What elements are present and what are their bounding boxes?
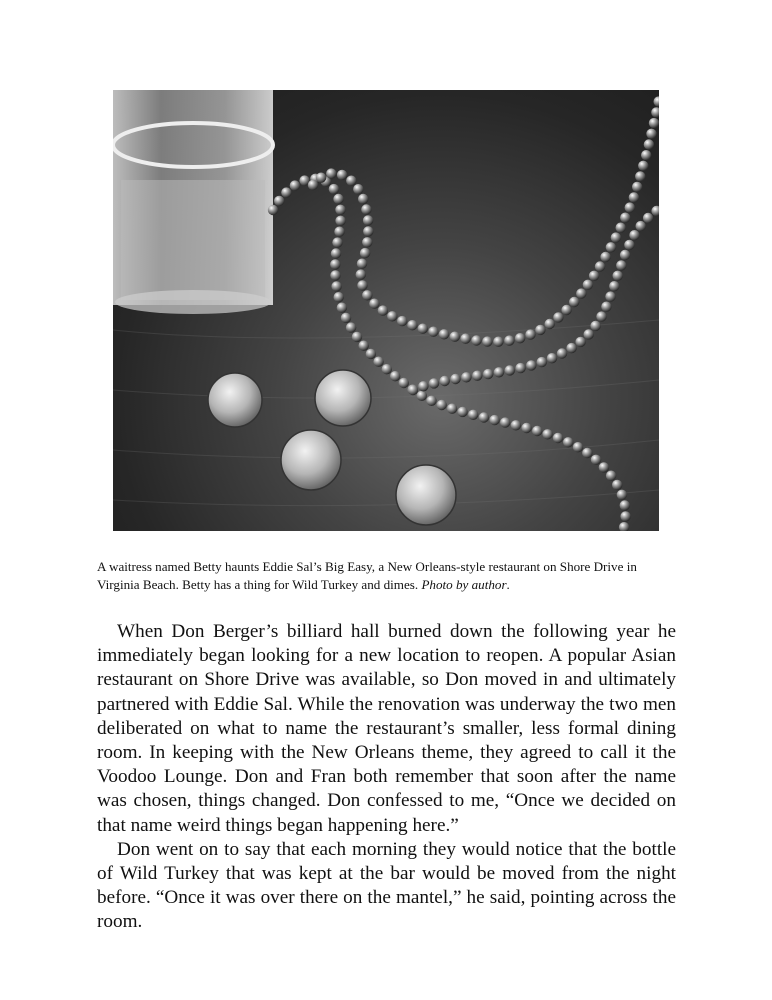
bead bbox=[363, 215, 373, 225]
bead bbox=[526, 360, 536, 370]
bead bbox=[417, 391, 427, 401]
bead bbox=[620, 500, 630, 510]
bead bbox=[505, 365, 515, 375]
bead bbox=[447, 404, 457, 414]
bead bbox=[535, 325, 545, 335]
bead bbox=[335, 216, 345, 226]
bead bbox=[461, 372, 471, 382]
bead bbox=[460, 334, 470, 344]
bead bbox=[511, 420, 521, 430]
bead bbox=[617, 490, 627, 500]
bead bbox=[360, 248, 370, 258]
bead bbox=[366, 349, 376, 359]
bead bbox=[333, 194, 343, 204]
bead bbox=[352, 332, 362, 342]
bead bbox=[326, 168, 336, 178]
bead bbox=[356, 269, 366, 279]
bead bbox=[584, 329, 594, 339]
bead bbox=[407, 320, 417, 330]
bead bbox=[644, 139, 654, 149]
bead bbox=[601, 302, 611, 312]
bead bbox=[606, 242, 616, 252]
bead bbox=[359, 341, 369, 351]
bead bbox=[641, 150, 651, 160]
bead bbox=[646, 129, 656, 139]
bead bbox=[335, 205, 345, 215]
paragraph-1: When Don Berger’s billiard hall burned down the following year he immediately began looking for a new location to reopen. A popular Asian restaurant on Shore Drive was available, so Don moved in and ultimately partnered with Eddie Sal. While the renovation was underway the two men deliberated on what to name the restaurant’s smaller, less formal dining room. In keeping with the New Orleans theme, they agreed to call it the Voodoo Lounge. Don and Fran both remember that soon after the name was chosen, things changed. Don confessed to me, “Once we decided on that name weird things began happening here.” bbox=[97, 621, 676, 836]
bead bbox=[521, 423, 531, 433]
bead bbox=[387, 311, 397, 321]
bead bbox=[599, 462, 609, 472]
bead bbox=[563, 437, 573, 447]
bead bbox=[316, 173, 326, 183]
caption-period: . bbox=[506, 577, 510, 592]
bead bbox=[525, 329, 535, 339]
bead bbox=[428, 327, 438, 337]
bead bbox=[590, 321, 600, 331]
bead bbox=[596, 311, 606, 321]
bead bbox=[489, 415, 499, 425]
bead bbox=[437, 400, 447, 410]
bead bbox=[268, 205, 278, 215]
bead bbox=[329, 184, 339, 194]
bead bbox=[382, 364, 392, 374]
bead bbox=[483, 369, 493, 379]
bead bbox=[290, 180, 300, 190]
bead bbox=[643, 213, 653, 223]
bead bbox=[429, 378, 439, 388]
bead bbox=[337, 170, 347, 180]
bead bbox=[330, 259, 340, 269]
bead bbox=[515, 333, 525, 343]
bead bbox=[600, 252, 610, 262]
bead bbox=[363, 226, 373, 236]
bead bbox=[334, 227, 344, 237]
bead bbox=[346, 322, 356, 332]
bead bbox=[561, 305, 571, 315]
bead bbox=[606, 471, 616, 481]
bead bbox=[468, 410, 478, 420]
bead bbox=[500, 417, 510, 427]
body-text bbox=[97, 620, 676, 935]
bead bbox=[504, 335, 514, 345]
bead bbox=[494, 367, 504, 377]
bead bbox=[635, 171, 645, 181]
bead bbox=[408, 385, 418, 395]
bead bbox=[624, 240, 634, 250]
caption-text: A waitress named Betty haunts Eddie Sal’s Big Easy, a New Orleans-style restaurant on Shore Drive in Virginia Beach. Betty has a thing for Wild Turkey and dimes. bbox=[97, 559, 637, 592]
bead bbox=[595, 261, 605, 271]
bead bbox=[308, 180, 318, 190]
bead bbox=[373, 357, 383, 367]
bead bbox=[569, 297, 579, 307]
bead bbox=[361, 204, 371, 214]
bead bbox=[612, 480, 622, 490]
bead bbox=[629, 192, 639, 202]
bead bbox=[620, 250, 630, 260]
bead bbox=[426, 396, 436, 406]
bead bbox=[609, 281, 619, 291]
bead bbox=[613, 271, 623, 281]
bead bbox=[357, 259, 367, 269]
bead bbox=[591, 455, 601, 465]
bead bbox=[638, 161, 648, 171]
caption-credit: Photo by author bbox=[421, 577, 507, 592]
bead bbox=[582, 448, 592, 458]
bead bbox=[545, 319, 555, 329]
bead bbox=[274, 196, 284, 206]
bead bbox=[482, 336, 492, 346]
bead bbox=[573, 442, 583, 452]
bead bbox=[334, 292, 344, 302]
bead bbox=[472, 371, 482, 381]
photo-caption bbox=[97, 558, 677, 594]
bead bbox=[616, 260, 626, 270]
bead bbox=[457, 407, 467, 417]
bead bbox=[651, 107, 659, 117]
bead bbox=[346, 176, 356, 186]
bead bbox=[369, 299, 379, 309]
bead bbox=[557, 348, 567, 358]
table-surface bbox=[113, 320, 659, 506]
bead bbox=[553, 433, 563, 443]
bead bbox=[616, 223, 626, 233]
bead bbox=[330, 270, 340, 280]
bead bbox=[620, 511, 630, 521]
bead bbox=[439, 329, 449, 339]
bead bbox=[331, 281, 341, 291]
bead bbox=[611, 232, 621, 242]
bead bbox=[547, 353, 557, 363]
bead bbox=[619, 522, 629, 531]
bead bbox=[566, 343, 576, 353]
bead bbox=[362, 237, 372, 247]
bead bbox=[629, 230, 639, 240]
bead bbox=[479, 412, 489, 422]
bead bbox=[575, 337, 585, 347]
bead bbox=[440, 376, 450, 386]
bead bbox=[589, 271, 599, 281]
bead bbox=[515, 363, 525, 373]
bead bbox=[605, 291, 615, 301]
bead bbox=[450, 332, 460, 342]
bead bbox=[353, 184, 363, 194]
bead bbox=[553, 312, 563, 322]
bead bbox=[362, 290, 372, 300]
bead bbox=[632, 182, 642, 192]
paragraph-2: Don went on to say that each morning they would notice that the bottle of Wild Turkey that was kept at the bar would be moved from the night before. “Once it was over there on the mantel,” he said, pointing across the room. bbox=[97, 838, 676, 933]
bead bbox=[418, 324, 428, 334]
bead bbox=[450, 374, 460, 384]
bead bbox=[418, 381, 428, 391]
bead bbox=[537, 357, 547, 367]
bead bbox=[399, 378, 409, 388]
photo-glass-beads-dimes bbox=[113, 90, 659, 531]
bead bbox=[357, 280, 367, 290]
bead bbox=[390, 371, 400, 381]
bead bbox=[625, 202, 635, 212]
bead bbox=[378, 305, 388, 315]
bead bbox=[471, 335, 481, 345]
bead bbox=[620, 213, 630, 223]
bead bbox=[332, 237, 342, 247]
bead bbox=[493, 337, 503, 347]
bead bbox=[532, 426, 542, 436]
bead bbox=[341, 313, 351, 323]
bead bbox=[281, 187, 291, 197]
bead bbox=[583, 280, 593, 290]
bead bbox=[358, 194, 368, 204]
bead bbox=[649, 118, 659, 128]
bead bbox=[337, 303, 347, 313]
bead bbox=[651, 206, 659, 216]
bead bbox=[397, 316, 407, 326]
bead bbox=[331, 248, 341, 258]
bead bbox=[576, 288, 586, 298]
glass-of-liquor bbox=[113, 90, 273, 314]
bead bbox=[542, 429, 552, 439]
bead bbox=[654, 96, 660, 106]
bead bbox=[636, 221, 646, 231]
